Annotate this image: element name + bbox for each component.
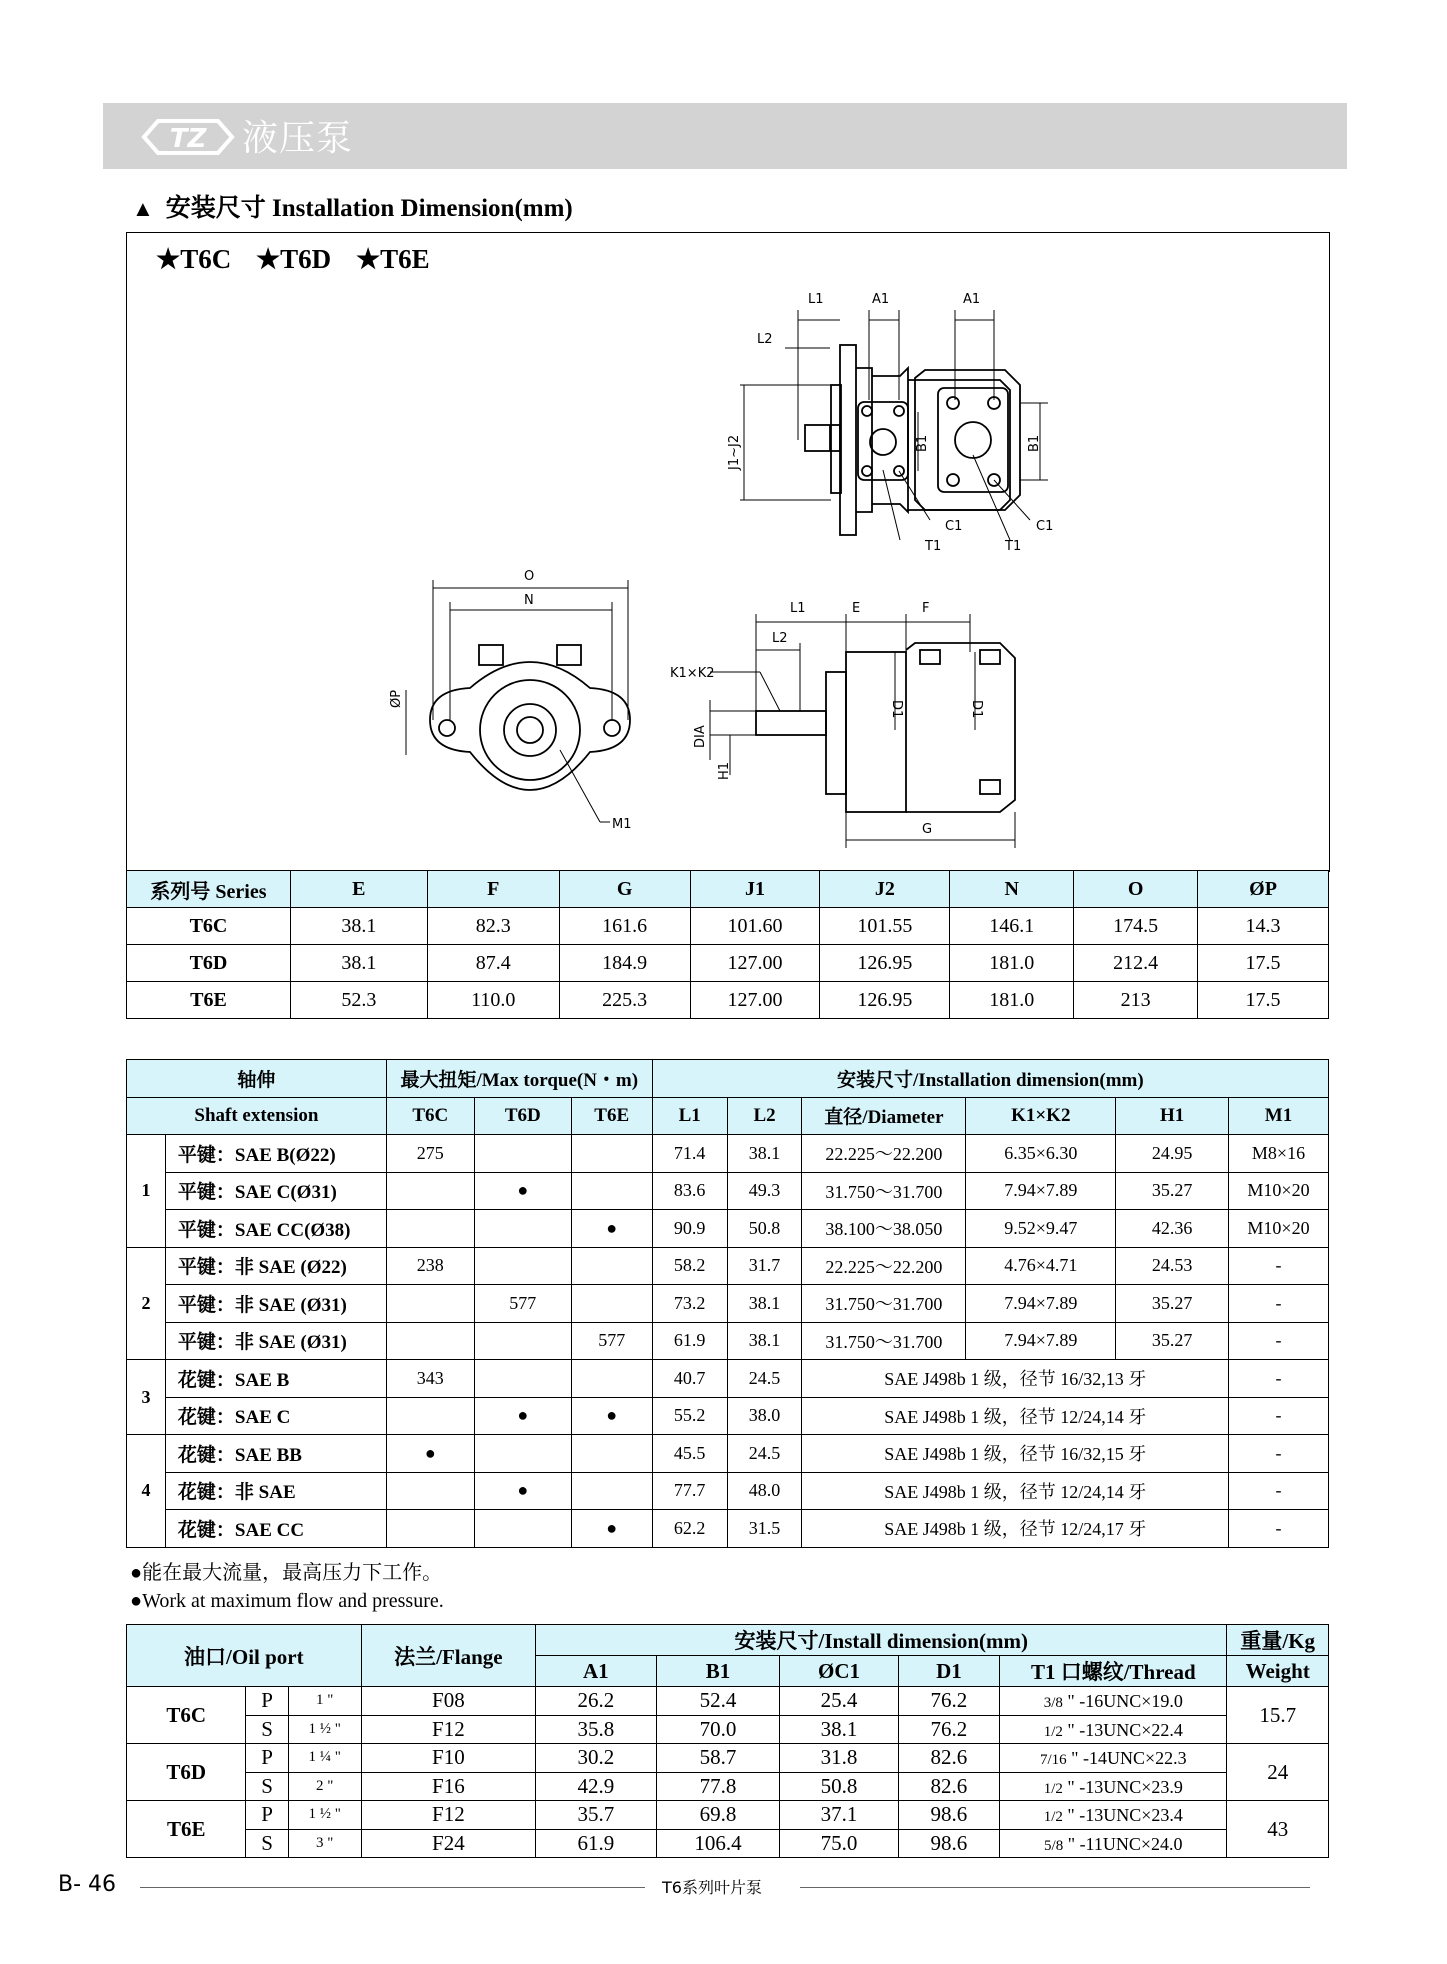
cell: 212.4 xyxy=(1074,945,1198,982)
cell: 31.8 xyxy=(780,1744,898,1773)
thread-fraction: 3/8 xyxy=(1043,1695,1063,1712)
cell: S xyxy=(246,1715,288,1744)
header-n: N xyxy=(950,871,1074,908)
table-row xyxy=(127,1172,1329,1210)
cell: 213 xyxy=(1074,982,1198,1019)
header-install-dim: 安装尺寸/Installation dimension(mm) xyxy=(652,1060,1328,1098)
cell: SAE J498b 1 级，径节 16/32,13 牙 xyxy=(802,1360,1229,1398)
header-t6d: T6D xyxy=(474,1097,571,1135)
cell: 161.6 xyxy=(559,908,690,945)
cell: 25.4 xyxy=(780,1687,898,1716)
cell: 343 xyxy=(386,1360,474,1398)
footer-divider-right xyxy=(800,1887,1310,1888)
cell: - xyxy=(1229,1322,1329,1360)
table-row xyxy=(127,1285,1329,1323)
cell: 52.3 xyxy=(290,982,427,1019)
dim-label-c1-left: C1 xyxy=(945,519,963,534)
table-header-row xyxy=(127,1060,1329,1098)
cell: 69.8 xyxy=(656,1801,780,1830)
table-row xyxy=(127,908,1329,945)
cell xyxy=(571,1472,652,1510)
cell: 35.27 xyxy=(1116,1172,1229,1210)
cell: P xyxy=(246,1744,288,1773)
cell xyxy=(386,1322,474,1360)
thread-spec: " -14UNC×22.3 xyxy=(1066,1748,1187,1769)
dim-label-m1: M1 xyxy=(612,817,632,832)
weight-value: 24 xyxy=(1227,1744,1329,1801)
cell: 1 " xyxy=(288,1687,361,1716)
cell: 184.9 xyxy=(559,945,690,982)
cell: - xyxy=(1229,1510,1329,1548)
cell: 76.2 xyxy=(898,1687,999,1716)
cell: F08 xyxy=(361,1687,535,1716)
header-f: F xyxy=(427,871,559,908)
weight-value: 15.7 xyxy=(1227,1687,1329,1744)
table-header-row xyxy=(127,1097,1329,1135)
table-row xyxy=(127,1322,1329,1360)
cell xyxy=(571,1435,652,1473)
table-row xyxy=(127,1829,1329,1858)
cell xyxy=(1000,1744,1227,1773)
footer-divider-left xyxy=(140,1887,645,1888)
cell: 106.4 xyxy=(656,1829,780,1858)
cell: 101.55 xyxy=(820,908,950,945)
cell: 花键：SAE CC xyxy=(165,1510,386,1548)
thread-spec: " -11UNC×24.0 xyxy=(1063,1833,1183,1854)
cell xyxy=(386,1472,474,1510)
cell: 73.2 xyxy=(652,1285,727,1323)
cell: SAE J498b 1 级，径节 12/24,14 牙 xyxy=(802,1472,1229,1510)
cell: 98.6 xyxy=(898,1801,999,1830)
table-row xyxy=(127,1247,1329,1285)
header-h1: H1 xyxy=(1116,1097,1229,1135)
cell: 1 ¼ " xyxy=(288,1744,361,1773)
cell: F12 xyxy=(361,1715,535,1744)
cell: F10 xyxy=(361,1744,535,1773)
cell xyxy=(1000,1687,1227,1716)
header-torque: 最大扭矩/Max torque(N・m) xyxy=(386,1060,652,1098)
header-b1: B1 xyxy=(656,1656,780,1687)
cell: 38.1 xyxy=(780,1715,898,1744)
table-row xyxy=(127,1687,1329,1716)
cell: 42.9 xyxy=(536,1772,657,1801)
series-label: T6C xyxy=(127,1687,246,1744)
cell: 49.3 xyxy=(727,1172,802,1210)
cell: 24.5 xyxy=(727,1360,802,1398)
group-number: 2 xyxy=(127,1247,166,1360)
header-weight: 重量/Kg xyxy=(1227,1625,1329,1656)
cell: 平键：SAE CC(Ø38) xyxy=(165,1210,386,1248)
table-row xyxy=(127,1772,1329,1801)
cell: 9.52×9.47 xyxy=(966,1210,1116,1248)
dim-label-t1-left: T1 xyxy=(925,539,942,554)
table-row xyxy=(127,1360,1329,1398)
cell xyxy=(1000,1772,1227,1801)
logo-text: TZ xyxy=(169,124,207,154)
cell: T6C xyxy=(127,908,291,945)
thread-fraction: 1/2 xyxy=(1043,1780,1063,1797)
cell: 38.1 xyxy=(727,1322,802,1360)
header-d1: D1 xyxy=(898,1656,999,1687)
cell: 77.8 xyxy=(656,1772,780,1801)
cell: 22.225～22.200 xyxy=(802,1247,966,1285)
cell: - xyxy=(1229,1472,1329,1510)
cell: 1 ½ " xyxy=(288,1715,361,1744)
dim-label-l1-side: L1 xyxy=(790,601,806,616)
cell: 61.9 xyxy=(536,1829,657,1858)
cell: 61.9 xyxy=(652,1322,727,1360)
cell: - xyxy=(1229,1435,1329,1473)
header-j1: J1 xyxy=(690,871,820,908)
cell: 82.6 xyxy=(898,1772,999,1801)
cell: 38.0 xyxy=(727,1397,802,1435)
cell: 127.00 xyxy=(690,982,820,1019)
cell: SAE J498b 1 级，径节 12/24,14 牙 xyxy=(802,1397,1229,1435)
cell: 62.2 xyxy=(652,1510,727,1548)
cell: 58.7 xyxy=(656,1744,780,1773)
top-view xyxy=(805,345,1020,535)
header-shaft-en: Shaft extension xyxy=(127,1097,387,1135)
table-row xyxy=(127,1210,1329,1248)
group-number: 3 xyxy=(127,1360,166,1435)
header-flange: 法兰/Flange xyxy=(361,1625,535,1687)
table-row xyxy=(127,1510,1329,1548)
cell: 7.94×7.89 xyxy=(966,1322,1116,1360)
cell xyxy=(571,1247,652,1285)
dim-label-l2-top: L2 xyxy=(757,332,773,347)
cell xyxy=(571,1360,652,1398)
cell: ● xyxy=(571,1210,652,1248)
thread-spec: " -13UNC×23.9 xyxy=(1062,1776,1183,1797)
header-oil-port: 油口/Oil port xyxy=(127,1625,362,1687)
header-m1: M1 xyxy=(1229,1097,1329,1135)
table-row xyxy=(127,1715,1329,1744)
cell: 37.1 xyxy=(780,1801,898,1830)
dim-label-a1-right: A1 xyxy=(963,292,981,307)
dim-label-l2-side: L2 xyxy=(772,631,788,646)
cell: 24.5 xyxy=(727,1435,802,1473)
group-number: 1 xyxy=(127,1135,166,1248)
cell: 98.6 xyxy=(898,1829,999,1858)
cell: SAE J498b 1 级，径节 16/32,15 牙 xyxy=(802,1435,1229,1473)
thread-spec: " -13UNC×23.4 xyxy=(1062,1805,1183,1826)
cell: F16 xyxy=(361,1772,535,1801)
note-cn: ●能在最大流量，最高压力下工作。 xyxy=(130,1562,443,1584)
table-header-row xyxy=(127,1625,1329,1656)
triangle-icon: ▲ xyxy=(132,196,154,221)
thread-fraction: 7/16 xyxy=(1039,1752,1067,1769)
cell xyxy=(1000,1801,1227,1830)
page-number: B- 46 xyxy=(58,1872,117,1897)
cell xyxy=(571,1285,652,1323)
table-row xyxy=(127,982,1329,1019)
cell: 38.1 xyxy=(727,1135,802,1173)
section-title-text: 安装尺寸 Installation Dimension(mm) xyxy=(165,195,573,222)
dim-label-b1-left: B1 xyxy=(915,434,930,452)
cell: 71.4 xyxy=(652,1135,727,1173)
table-row xyxy=(127,945,1329,982)
cell: 平键：非 SAE (Ø31) xyxy=(165,1322,386,1360)
header-thread: T1 口螺纹/Thread xyxy=(1000,1656,1227,1687)
dim-label-o: O xyxy=(524,569,535,584)
cell: 38.1 xyxy=(290,908,427,945)
cell: - xyxy=(1229,1247,1329,1285)
cell xyxy=(474,1360,571,1398)
cell: 40.7 xyxy=(652,1360,727,1398)
cell: 平键：SAE B(Ø22) xyxy=(165,1135,386,1173)
cell: P xyxy=(246,1687,288,1716)
group-number: 4 xyxy=(127,1435,166,1548)
cell: 38.100～38.050 xyxy=(802,1210,966,1248)
cell: ● xyxy=(474,1172,571,1210)
cell: 7.94×7.89 xyxy=(966,1172,1116,1210)
cell: 577 xyxy=(571,1322,652,1360)
thread-spec: " -16UNC×19.0 xyxy=(1062,1691,1183,1712)
dim-label-l1-top: L1 xyxy=(808,292,824,307)
front-view xyxy=(430,645,630,790)
cell: S xyxy=(246,1772,288,1801)
cell: 17.5 xyxy=(1198,982,1329,1019)
cell: 31.5 xyxy=(727,1510,802,1548)
cell: 35.8 xyxy=(536,1715,657,1744)
dim-label-d1-right: D1 xyxy=(969,700,984,719)
weight-value: 43 xyxy=(1227,1801,1329,1858)
cell: 48.0 xyxy=(727,1472,802,1510)
cell xyxy=(474,1322,571,1360)
cell: 126.95 xyxy=(820,982,950,1019)
cell: 146.1 xyxy=(950,908,1074,945)
cell: 35.27 xyxy=(1116,1285,1229,1323)
cell: 7.94×7.89 xyxy=(966,1285,1116,1323)
cell: M10×20 xyxy=(1229,1210,1329,1248)
cell xyxy=(474,1210,571,1248)
cell: 花键：非 SAE xyxy=(165,1472,386,1510)
cell: 181.0 xyxy=(950,945,1074,982)
cell: ● xyxy=(571,1510,652,1548)
table-row xyxy=(127,1435,1329,1473)
cell xyxy=(474,1435,571,1473)
cell: 35.27 xyxy=(1116,1322,1229,1360)
cell: 90.9 xyxy=(652,1210,727,1248)
header-diameter: 直径/Diameter xyxy=(802,1097,966,1135)
dim-label-a1-left: A1 xyxy=(872,292,890,307)
cell: 3 " xyxy=(288,1829,361,1858)
cell: S xyxy=(246,1829,288,1858)
cell: 4.76×4.71 xyxy=(966,1247,1116,1285)
header-shaft: 轴伸 xyxy=(127,1060,387,1098)
cell: 31.750～31.700 xyxy=(802,1322,966,1360)
cell xyxy=(386,1210,474,1248)
header-j2: J2 xyxy=(820,871,950,908)
header-k1k2: K1×K2 xyxy=(966,1097,1116,1135)
dim-label-c1-right: C1 xyxy=(1036,519,1054,534)
cell: 31.750～31.700 xyxy=(802,1285,966,1323)
cell: 52.4 xyxy=(656,1687,780,1716)
table-row xyxy=(127,1472,1329,1510)
cell: ● xyxy=(386,1435,474,1473)
cell: 77.7 xyxy=(652,1472,727,1510)
dim-label-t1-right: T1 xyxy=(1005,539,1022,554)
header-l2: L2 xyxy=(727,1097,802,1135)
cell: 35.7 xyxy=(536,1801,657,1830)
footer-title: T6系列叶片泵 xyxy=(662,1878,762,1897)
header-t6e: T6E xyxy=(571,1097,652,1135)
cell: 38.1 xyxy=(290,945,427,982)
header-a1: A1 xyxy=(536,1656,657,1687)
table-row xyxy=(127,1801,1329,1830)
dim-label-b1-right: B1 xyxy=(1027,434,1042,452)
cell: 6.35×6.30 xyxy=(966,1135,1116,1173)
cell: 110.0 xyxy=(427,982,559,1019)
cell: 30.2 xyxy=(536,1744,657,1773)
cell: 31.750～31.700 xyxy=(802,1172,966,1210)
cell: 花键：SAE C xyxy=(165,1397,386,1435)
header-o: O xyxy=(1074,871,1198,908)
series-label: T6E xyxy=(127,1801,246,1858)
cell: - xyxy=(1229,1397,1329,1435)
cell: SAE J498b 1 级，径节 12/24,17 牙 xyxy=(802,1510,1229,1548)
cell xyxy=(571,1172,652,1210)
model-t6e: ★T6E xyxy=(355,244,430,274)
cell: ● xyxy=(571,1397,652,1435)
cell: 127.00 xyxy=(690,945,820,982)
cell: 平键：SAE C(Ø31) xyxy=(165,1172,386,1210)
cell: 55.2 xyxy=(652,1397,727,1435)
table-header-row xyxy=(127,871,1329,908)
cell: 238 xyxy=(386,1247,474,1285)
header-weight-en: Weight xyxy=(1227,1656,1329,1687)
cell xyxy=(474,1247,571,1285)
header-series: 系列号 Series xyxy=(127,871,291,908)
cell: ● xyxy=(474,1472,571,1510)
cell: T6D xyxy=(127,945,291,982)
thread-fraction: 1/2 xyxy=(1043,1809,1063,1826)
cell: 75.0 xyxy=(780,1829,898,1858)
cell: - xyxy=(1229,1285,1329,1323)
cell: 2 " xyxy=(288,1772,361,1801)
cell: 花键：SAE BB xyxy=(165,1435,386,1473)
cell: 87.4 xyxy=(427,945,559,982)
table-row xyxy=(127,1135,1329,1173)
cell xyxy=(386,1510,474,1548)
cell: 83.6 xyxy=(652,1172,727,1210)
dim-label-j: J1~J2 xyxy=(727,434,742,470)
oil-port-table xyxy=(126,1624,1329,1858)
cell: F12 xyxy=(361,1801,535,1830)
cell: 101.60 xyxy=(690,908,820,945)
dim-label-e: E xyxy=(852,601,861,616)
side-view xyxy=(756,643,1015,812)
cell: 平键：非 SAE (Ø22) xyxy=(165,1247,386,1285)
page-title: 液压泵 xyxy=(242,118,354,159)
cell: 82.3 xyxy=(427,908,559,945)
cell: 50.8 xyxy=(780,1772,898,1801)
dim-label-g: G xyxy=(922,822,933,837)
header-p: ØP xyxy=(1198,871,1329,908)
cell: 76.2 xyxy=(898,1715,999,1744)
thread-spec: " -13UNC×22.4 xyxy=(1062,1719,1183,1740)
cell: 70.0 xyxy=(656,1715,780,1744)
cell: F24 xyxy=(361,1829,535,1858)
header-e: E xyxy=(290,871,427,908)
cell: 42.36 xyxy=(1116,1210,1229,1248)
cell: 31.7 xyxy=(727,1247,802,1285)
cell: 24.95 xyxy=(1116,1135,1229,1173)
cell: M8×16 xyxy=(1229,1135,1329,1173)
cell: 577 xyxy=(474,1285,571,1323)
cell: 275 xyxy=(386,1135,474,1173)
cell: 平键：非 SAE (Ø31) xyxy=(165,1285,386,1323)
cell xyxy=(1000,1715,1227,1744)
thread-fraction: 5/8 xyxy=(1044,1837,1064,1854)
cell: 14.3 xyxy=(1198,908,1329,945)
series-label: T6D xyxy=(127,1744,246,1801)
cell: 花键：SAE B xyxy=(165,1360,386,1398)
table-row xyxy=(127,1744,1329,1773)
cell: P xyxy=(246,1801,288,1830)
dim-label-n: N xyxy=(524,593,534,608)
model-t6d: ★T6D xyxy=(255,244,332,274)
dim-label-d1-left: D1 xyxy=(889,700,904,719)
series-dimension-table xyxy=(126,870,1329,1019)
dim-label-dia: DIA xyxy=(693,725,708,748)
thread-fraction: 1/2 xyxy=(1043,1723,1063,1740)
cell xyxy=(474,1135,571,1173)
cell: M10×20 xyxy=(1229,1172,1329,1210)
header-install-dim: 安装尺寸/Install dimension(mm) xyxy=(536,1625,1227,1656)
cell xyxy=(386,1172,474,1210)
cell: T6E xyxy=(127,982,291,1019)
shaft-extension-table xyxy=(126,1059,1329,1548)
note-en: ●Work at maximum flow and pressure. xyxy=(130,1590,444,1612)
cell: 225.3 xyxy=(559,982,690,1019)
dim-label-p: ØP xyxy=(389,689,404,708)
cell: 1 ½ " xyxy=(288,1801,361,1830)
dim-label-k: K1×K2 xyxy=(670,666,715,681)
cell xyxy=(386,1397,474,1435)
cell: - xyxy=(1229,1360,1329,1398)
cell: 174.5 xyxy=(1074,908,1198,945)
cell: 38.1 xyxy=(727,1285,802,1323)
cell: 126.95 xyxy=(820,945,950,982)
table-row xyxy=(127,1397,1329,1435)
cell: 22.225～22.200 xyxy=(802,1135,966,1173)
cell: 82.6 xyxy=(898,1744,999,1773)
cell: 181.0 xyxy=(950,982,1074,1019)
cell: 58.2 xyxy=(652,1247,727,1285)
cell xyxy=(386,1285,474,1323)
dim-label-f: F xyxy=(922,601,930,616)
cell: 26.2 xyxy=(536,1687,657,1716)
cell: 17.5 xyxy=(1198,945,1329,982)
cell xyxy=(571,1135,652,1173)
cell: ● xyxy=(474,1397,571,1435)
header-t6c: T6C xyxy=(386,1097,474,1135)
cell: 45.5 xyxy=(652,1435,727,1473)
dim-label-h1: H1 xyxy=(717,761,732,780)
header-c1: ØC1 xyxy=(780,1656,898,1687)
header-l1: L1 xyxy=(652,1097,727,1135)
cell: 24.53 xyxy=(1116,1247,1229,1285)
model-t6c: ★T6C xyxy=(156,244,232,274)
cell xyxy=(474,1510,571,1548)
header-g: G xyxy=(559,871,690,908)
cell: 50.8 xyxy=(727,1210,802,1248)
cell xyxy=(1000,1829,1227,1858)
